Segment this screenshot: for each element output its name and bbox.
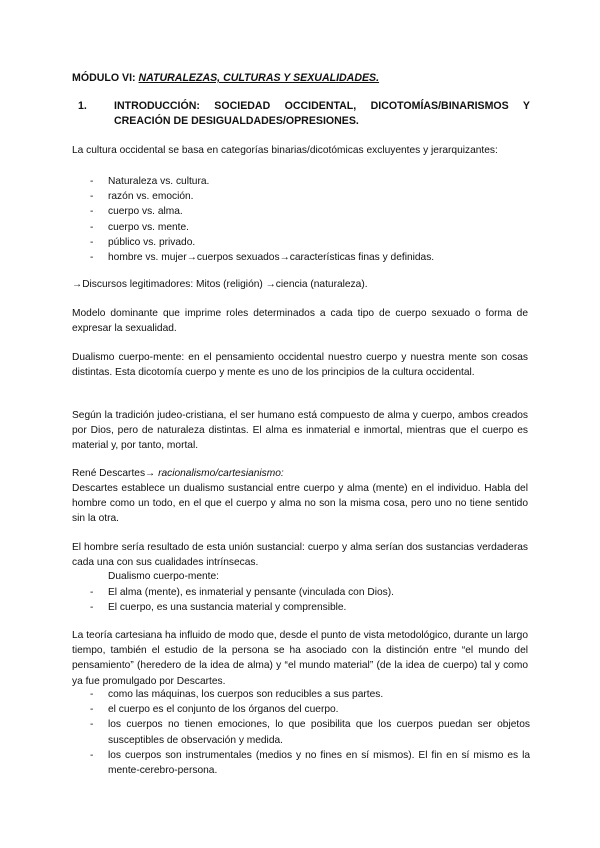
teoria-list (88, 687, 530, 778)
module-label: MÓDULO VI: (72, 72, 139, 84)
list-item: - hombre vs. mujer→cuerpos sexuados→características finas y definidas. (90, 252, 435, 264)
descartes-heading (72, 466, 528, 481)
module-title (72, 72, 379, 84)
list-item: - los cuerpos son instrumentales (medios y no fines en sí mismos). El fin en sí mismo es la mente-cerebro-persona. (90, 749, 530, 777)
descartes-name: René Descartes→ (72, 468, 159, 479)
list-item: - los cuerpos no tienen emociones, lo que posibilita que los cuerpos puedan ser objetos susceptibles de observación y medida. (90, 719, 530, 746)
descartes-italic: racionalismo/cartesianismo: (158, 468, 284, 479)
paragraph-teoria: La teoría cartesiana ha influido de modo que, desde el punto de vista metodológico, durante un largo tiempo, también el estudio de la persona se ha asociado con la distinción entre “el mundo del pensamiento” (heredero de la idea de alma) y “el mundo material” (de la idea de cuerpo) tal y como ya fue promulgado por Descartes. (72, 630, 528, 687)
paragraph-descartes: Descartes establece un dualismo sustancial entre cuerpo y alma (mente) en el individuo. Habla del hombre como un todo, en el que el cuerpo y alma no son la misma cosa, pero uno no tiene sentido sin la otra. (72, 483, 528, 525)
section-heading-text: INTRODUCCIÓN: SOCIEDAD OCCIDENTAL, DICOTOMÍAS/BINARISMOS Y CREACIÓN DE DESIGUALDADES/OPRESIONES. (114, 100, 530, 127)
paragraph-dualismo: Dualismo cuerpo-mente: en el pensamiento occidental nuestro cuerpo y nuestra mente son cosas distintas. Esta dicotomía cuerpo y mente es uno de los principios de la cultura occidental. (72, 352, 528, 379)
list-item: - el cuerpo es el conjunto de los órganos del cuerpo. (90, 704, 339, 716)
list-item: - Naturaleza vs. cultura. (90, 176, 210, 187)
list-item: - El alma (mente), es inmaterial y pensante (vinculada con Dios). (90, 587, 394, 598)
paragraph-hombre: El hombre sería resultado de esta unión sustancial: cuerpo y alma serían dos sustancias verdaderas cada una con sus cualidades intrínsecas. (72, 542, 528, 569)
dualismo-list (88, 585, 530, 615)
list-item: - como las máquinas, los cuerpos son reducibles a sus partes. (90, 689, 384, 700)
list-item: - razón vs. emoción. (90, 191, 194, 203)
dualismo-label: Dualismo cuerpo-mente: (108, 571, 219, 582)
list-item: - público vs. privado. (90, 236, 196, 248)
list-item: - cuerpo vs. alma. (90, 206, 183, 218)
paragraph-modelo: Modelo dominante que imprime roles determinados a cada tipo de cuerpo sexuado o forma de expresar la sexualidad. (72, 308, 528, 335)
paragraph-cultura: La cultura occidental se basa en categorías binarias/dicotómicas excluyentes y jerarquizantes: (72, 145, 498, 156)
paragraph-tradicion: Según la tradición judeo-cristiana, el ser humano está compuesto de alma y cuerpo, ambos creados por Dios, pero de naturaleza distintas. El alma es inmaterial e inmortal, mientras que el cuerpo es material y, por tanto, mortal. (72, 410, 528, 452)
module-subtitle: NATURALEZAS, CULTURAS Y SEXUALIDADES. (138, 72, 380, 84)
list-item: - El cuerpo, es una sustancia material y comprensible. (90, 602, 347, 614)
binaries-list (88, 174, 530, 265)
list-item: - cuerpo vs. mente. (90, 221, 189, 233)
section-number: 1. (78, 100, 87, 112)
section-heading (78, 99, 530, 129)
paragraph-discursos: →Discursos legitimadores: Mitos (religión) →ciencia (naturaleza). (72, 279, 368, 290)
